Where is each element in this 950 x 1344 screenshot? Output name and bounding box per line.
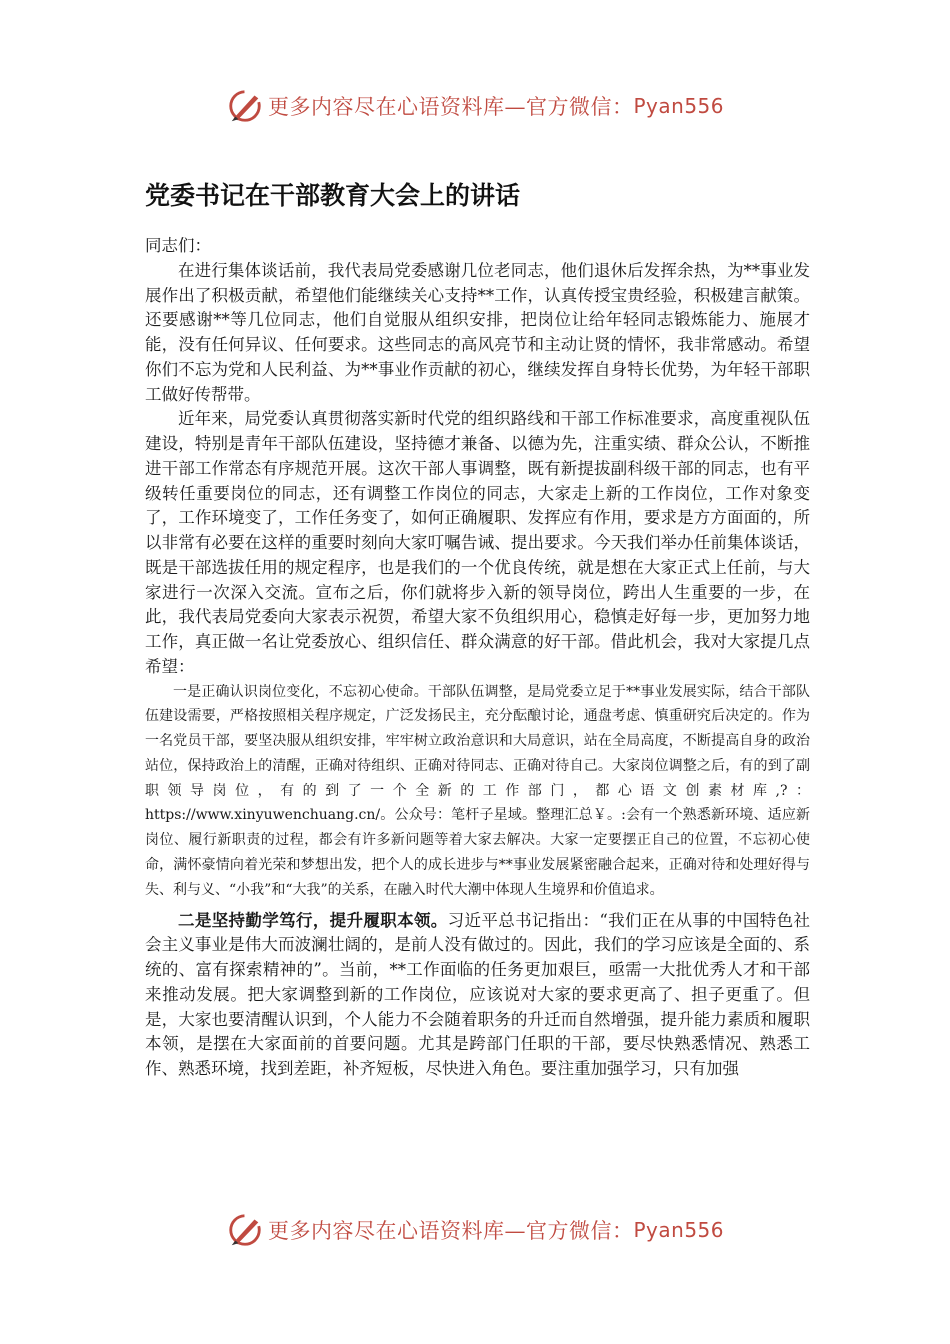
footer-watermark-banner: [0, 1208, 950, 1252]
banner-wechat-id: Pyan556: [633, 1218, 724, 1242]
document-body: [145, 234, 810, 1082]
banner-wechat-id: Pyan556: [633, 94, 724, 118]
header-watermark-banner: [0, 84, 950, 128]
paragraph-2: 近年来，局党委认真贯彻落实新时代党的组织路线和干部工作标准要求，高度重视队伍建设，特别是青年干部队伍建设，坚持德才兼备、以德为先，注重实绩、群众公认，不断推进干部工作常态有序规范开展。这次干部人事调整，既有新提拔副科级干部的同志，也有平级转任重要岗位的同志，还有调整工作岗位的同志，大家走上新的工作岗位，工作对象变了，工作环境变了，工作任务变了，如何正确履职、发挥应有作用，要求是方方面面的，所以非常有必要在这样的重要时刻向大家叮嘱告诫、提出要求。今天我们举办任前集体谈话，既是干部选拔任用的规定程序，也是我们的一个优良传统，就是想在大家正式上任前，与大家进行一次深入交流。宣布之后，你们就将步入新的领导岗位，跨出人生重要的一步，在此，我代表局党委向大家表示祝贺，希望大家不负组织用心，稳慎走好每一步，更加努力地工作，真正做一名让党委放心、组织信任、群众满意的好干部。借此机会，我对大家提几点希望：: [145, 409, 810, 676]
paragraph-1: 在进行集体谈话前，我代表局党委感谢几位老同志，他们退休后发挥余热，为**事业发展作出了积极贡献，希望他们能继续关心支持**工作，认真传授宝贵经验，积极建言献策。还要感谢**等几位同志，他们自觉服从组织安排，把岗位让给年轻同志锻炼能力、施展才能，没有任何异议、任何要求。这些同志的高风亮节和主动让贤的情怀，我非常感动。希望你们不忘为党和人民利益、为**事业作贡献的初心，继续发挥自身特长优势，为年轻干部职工做好传帮带。: [145, 260, 810, 404]
banner-text: 更多内容尽在心语资料库—官方微信：: [267, 95, 634, 119]
document-title: 党委书记在干部教育大会上的讲话: [145, 181, 521, 210]
paragraph-4: [145, 909, 810, 1082]
salutation: 同志们：: [145, 236, 211, 255]
paragraph-4-lead: 二是坚持勤学笃行，提升履职本领。: [178, 910, 448, 930]
paragraph-3: 一是正确认识岗位变化，不忘初心使命。干部队伍调整，是局党委立足于**事业发展实际，结合干部队伍建设需要，严格按照相关程序规定，广泛发扬民主，充分酝酿讨论，通盘考虑、慎重研究后决定的。作为一名党员干部，要坚决服从组织安排，牢牢树立政治意识和大局意识，站在全局高度，不断提高自身的政治站位，保持政治上的清醒，正确对待组织、正确对待同志、正确对待自己。大家岗位调整之后，有的到了副职领导岗位，有的到了一个全新的工作部门，都心语文创素材库,?：https://www.xinyuwenchuang.cn/。公众号：笔杆子星域。整理汇总￥。:会有一个熟悉新环境、适应新岗位、履行新职责的过程，都会有许多新问题等着大家去解决。大家一定要摆正自己的位置，不忘初心使命，满怀豪情向着光荣和梦想出发，把个人的成长进步与**事业发展紧密融合起来，正确对待和处理好得与失、利与义、“小我”和“大我”的关系，在融入时代大潮中体现人生境界和价值追求。: [145, 683, 810, 898]
brush-logo-icon: [226, 1211, 264, 1249]
paragraph-4-body: 习近平总书记指出：“我们正在从事的中国特色社会主义事业是伟大而波澜壮阔的，是前人没有做过的。因此，我们的学习应该是全面的、系统的、富有探索精神的”。当前，**工作面临的任务更加艰巨，亟需一大批优秀人才和干部来推动发展。把大家调整到新的工作岗位，应该说对大家的要求更高了、担子更重了。但是，大家也要清醒认识到，个人能力不会随着职务的升迁而自然增强，提升能力素质和履职本领，是摆在大家面前的首要问题。尤其是跨部门任职的干部，要尽快熟悉情况、熟悉工作、熟悉环境，找到差距，补齐短板，尽快进入角色。要注重加强学习，只有加强: [145, 910, 811, 1079]
banner-text: 更多内容尽在心语资料库—官方微信：: [267, 1219, 634, 1243]
brush-logo-icon: [226, 87, 264, 125]
